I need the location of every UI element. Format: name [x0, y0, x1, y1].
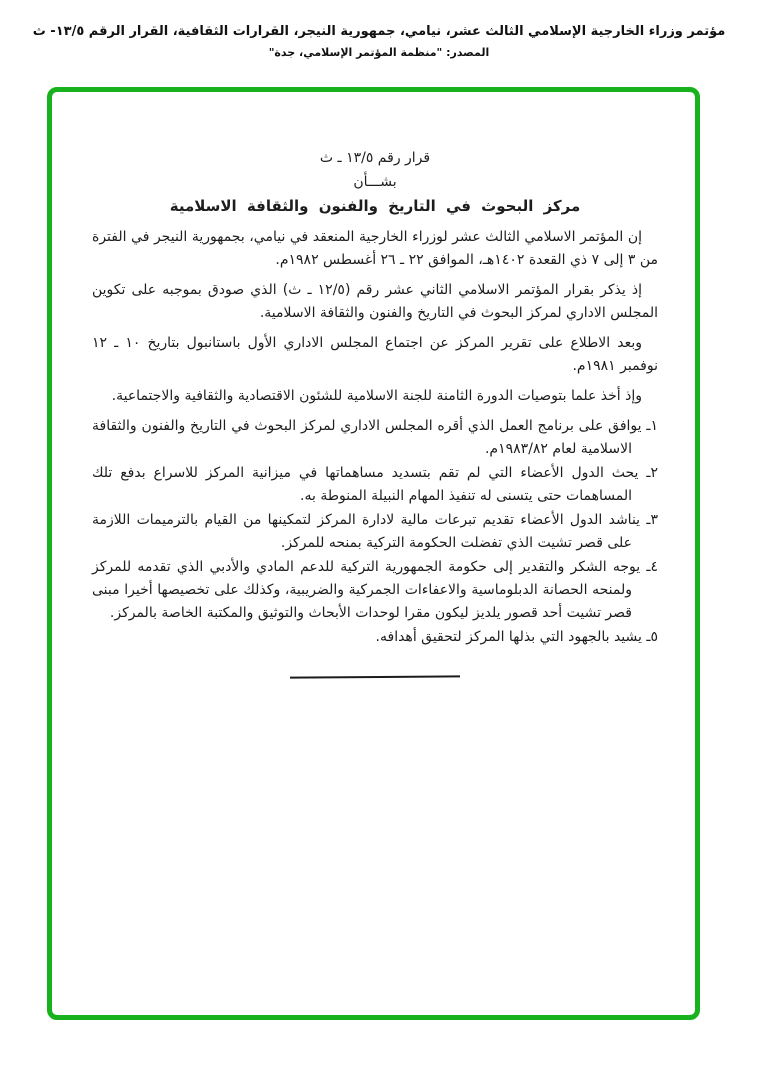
item-text: يحث الدول الأعضاء التي لم تقم بتسديد مساهماتها في ميزانية المركز للاسراع بدفع تلك المساهمات حتى يتسنى له تنفيذ المهام النبيلة المنوطة به. — [92, 465, 639, 504]
resolution-number: قرار رقم ١٣/٥ ـ ث — [319, 150, 431, 166]
resolution-title-block — [92, 146, 658, 218]
item-text: يوجه الشكر والتقدير إلى حكومة الجمهورية التركية للدعم المادي والأدبي الذي تقدمه للمركز ولمنحه الحصانة الدبلوماسية والاعفاءات الجمركية والضريبية، وكذلك على تخصيصها أخيرا مبنى قصر تشيت أحد قصور يلديز ليكون مقرا لوحدات الأبحاث والتوثيق والمكتبة الخاصة بالمركز. — [92, 559, 641, 621]
resolution-item — [92, 626, 658, 649]
preamble-paragraph: وبعد الاطلاع على تقرير المركز عن اجتماع المجلس الاداري الأول باستانبول بتاريخ ١٠ ـ ١٢ نوفمبر ١٩٨١م. — [92, 335, 658, 374]
resolution-item — [92, 415, 658, 461]
resolution-item — [92, 509, 658, 555]
resolution-body — [52, 92, 695, 678]
preamble-paragraph: إذ يذكر بقرار المؤتمر الاسلامي الثاني عشر رقم (١٢/٥ ـ ث) الذي صودق بموجبه على تكوين المجلس الاداري لمركز البحوث في التاريخ والفنون والثقافة الاسلامية. — [92, 282, 658, 321]
item-number: ١ـ — [646, 418, 658, 434]
item-number: ٤ـ — [646, 559, 659, 575]
item-text: يوافق على برنامج العمل الذي أقره المجلس الاداري لمركز البحوث في التاريخ والفنون والثقافة الاسلامية لعام ١٩٨٣/٨٢م. — [92, 418, 642, 457]
item-number: ٢ـ — [646, 465, 659, 481]
document-green-frame — [47, 87, 700, 1020]
item-number: ٣ـ — [646, 512, 659, 528]
item-text: يناشد الدول الأعضاء تقديم تبرعات مالية لادارة المركز لتمكينها من القيام بالترميمات اللازمة على قصر تشيت الذي تفضلت الحكومة التركية بمنحه للمركز. — [92, 512, 641, 551]
item-text: يشيد بالجهود التي بذلها المركز لتحقيق أهدافه. — [375, 629, 642, 645]
preamble-paragraph: وإذ أخذ علما بتوصيات الدورة الثامنة للجنة الاسلامية للشئون الاقتصادية والثقافية والاجتماعية. — [111, 388, 642, 404]
preamble-paragraph: إن المؤتمر الاسلامي الثالث عشر لوزراء الخارجية المنعقد في نيامي، بجمهورية النيجر في الفترة من ٣ إلى ٧ ذي القعدة ١٤٠٢هـ، الموافق ٢٢ ـ ٢٦ أغسطس ١٩٨٢م. — [92, 229, 658, 268]
resolution-subject: مركز البحوث في التاريخ والفنون والثقافة الاسلامية — [169, 197, 581, 215]
header-conference-line: مؤتمر وزراء الخارجية الإسلامي الثالث عشر، نيامي، جمهورية النيجر، القرارات الثقافية، القرار الرقم ١٣/٥- ث — [32, 24, 726, 39]
page-header — [10, 24, 748, 59]
resolution-item — [92, 556, 658, 625]
item-number: ٥ـ — [646, 629, 658, 645]
header-source-line: المصدر: "منظمة المؤتمر الإسلامي، جدة" — [268, 46, 490, 59]
resolution-regarding: بشـــأن — [353, 174, 397, 190]
resolution-item — [92, 462, 658, 508]
closing-rule — [290, 675, 460, 678]
